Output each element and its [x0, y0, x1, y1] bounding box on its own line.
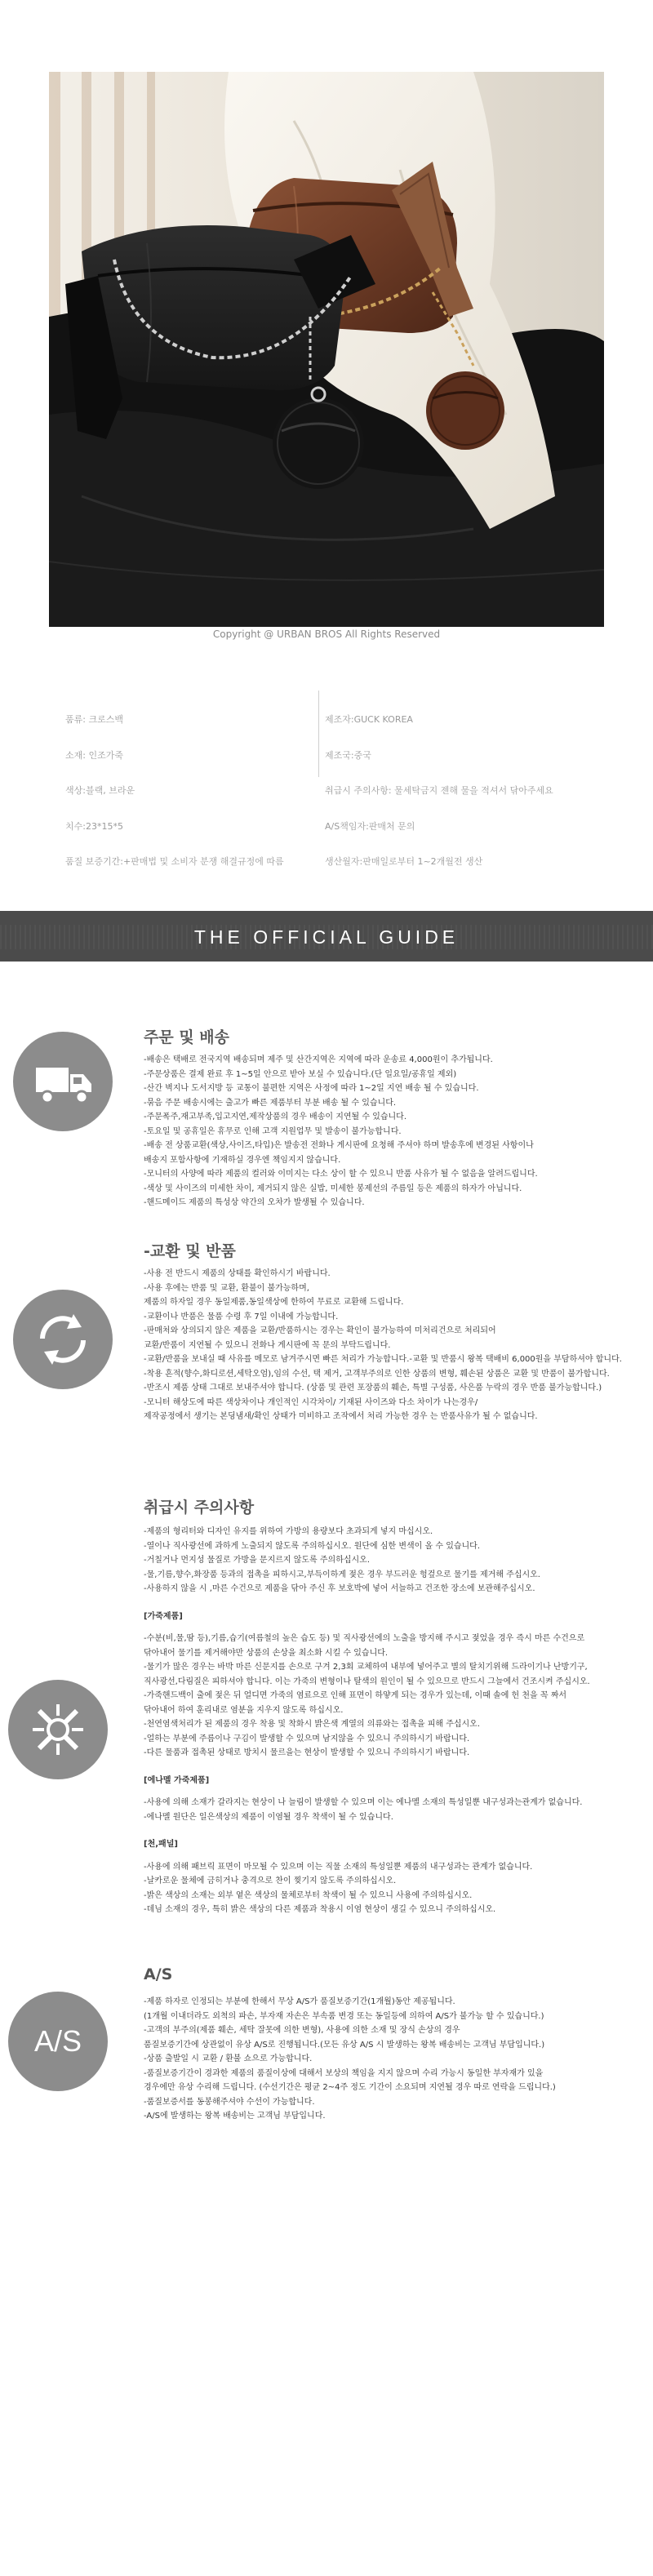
info-item: 품질 보증기간:+판매법 및 소비자 분쟁 해결규정에 따름 [65, 856, 284, 867]
list-item: 교환/반품이 지연될 수 있으니 전화나 게시판에 꼭 문의 부탁드립니다. [144, 1340, 391, 1350]
list-item: -날카로운 물체에 금히거나 충격으로 찬이 찢기지 않도록 주의하십시오. [144, 1876, 397, 1885]
list-item: (1개월 이내더라도 외척의 파손, 부자재 자손은 부속품 변경 또는 동일등에 의하여 A/S가 불가능 할 수 있습니다.) [144, 2011, 544, 2021]
list-item: -교환이나 반품은 물품 수령 후 7일 이내에 가능합니다. [144, 1312, 339, 1321]
truck-icon [13, 1032, 113, 1131]
list-item: 제작공정에서 생기는 본딩냄새/확인 상태가 미비하고 조작에서 처리 가능한 경우 는 반품사유가 될 수 없습니다. [144, 1412, 538, 1421]
list-item: -배송 전 상품교환(색상,사이즈,타입)은 발송전 전화나 게시판에 요청해 주셔야 하며 발송후에 변경된 사항이나 [144, 1141, 534, 1150]
list-item: -사용하지 않을 시 ,마른 수건으로 제품을 닦아 주신 후 보호박에 넣어 서늘하고 건조한 장소에 보관해주십시오. [144, 1584, 535, 1593]
info-item: A/S책임자:판매처 문의 [325, 820, 415, 832]
crossbody-bags-image [49, 72, 604, 627]
list-item: -모니터의 사양에 따라 제품의 컬러와 이미지는 다소 상이 할 수 있으니 반품 사유가 될 수 없음을 알려드립니다. [144, 1170, 538, 1179]
info-item: 취급시 주의사항: 물세탁금지 젠해 물을 적셔서 닦아주세요 [325, 785, 553, 796]
list-item: -반조시 제품 상태 그대로 보내주셔야 합니다. (상품 및 관련 포장품의 훼손, 특별 구성품, 사은품 누락의 경우 반품 불가능합니다.) [144, 1383, 602, 1392]
list-item: -산간 벽지나 도서지방 등 교통이 불편한 지역은 사정에 따라 1~2일 지연 배송 될 수 있습니다. [144, 1084, 479, 1093]
as-text-icon [8, 1992, 108, 2091]
list-item: -고객의 부주의(제품 훼손, 세탁 잘못에 의한 변형), 사용에 의한 소재 및 장식 손상의 경우 [144, 2026, 460, 2035]
product-info-left [65, 691, 284, 880]
exchange-list [144, 1267, 622, 1424]
info-item: 치수:23*15*5 [65, 820, 123, 832]
no-wash-icon [8, 1680, 108, 1779]
exchange-arrows-icon [13, 1290, 113, 1389]
list-item: -수분(비,물,땀 등),기름,습기(여름철의 높은 습도 등) 및 직사광선에의 노출을 방지해 주시고 젖었을 경우 즉시 마른 수건으로 [144, 1634, 585, 1643]
list-item: -얼하는 부분에 주름이나 구김이 발생할 수 있으며 남지않을 수 있으니 주의하시기 바랍니다. [144, 1734, 470, 1743]
list-item: -물기가 많은 경우는 바박 마른 신문지를 손으로 구겨 2,3회 교체하여 내부에 넣어주고 별의 탈치기위해 드라이기나 난방기구, [144, 1663, 588, 1672]
list-item: -제품의 형리터와 디자인 유지를 위하여 가방의 용량보다 초과되게 넣지 마십시오. [144, 1527, 433, 1536]
shipping-list [144, 1053, 538, 1210]
list-item: -제품 하자로 인정되는 부분에 한해서 무상 A/S가 품질보증기간(1개월)동안 제공됩니다. [144, 1997, 455, 2006]
info-item: 제조자:GUCK KOREA [325, 714, 413, 725]
list-item: -품질보증기간이 경과한 제품의 품질이상에 대해서 보상의 책임을 지지 않으며 수리 가능시 동일한 부자재가 있을 [144, 2068, 544, 2078]
as-icon-label: A/S [33, 2024, 82, 2058]
list-item: -착용 흔적(향수,화디로션,세탁오엄),임의 수선, 택 제거, 고객부주의로 인한 상품의 변형, 훼손된 상품은 교환 및 반품이 불가합니다. [144, 1369, 610, 1379]
info-divider [318, 691, 319, 777]
list-item: -사용에 의해 소재가 갈라지는 현상이 나 늘림이 발생할 수 있으며 이는 에나멜 소재의 특성일뿐 내구성과는관계가 없습니다. [144, 1798, 583, 1807]
list-item: 직사광선,다림질은 피하셔야 합니다. 이는 가죽의 변형이나 탈색의 원인이 될 수 있으므로 반드시 그늘에서 건조시켜 주십시오. [144, 1677, 590, 1686]
info-item: 제조국:중국 [325, 749, 371, 761]
list-item: 제품의 하자일 경우 동일제품,동일색상에 한하여 무료로 교환해 드립니다. [144, 1298, 404, 1307]
info-item: 생산월자:판매일로부터 1~2개월전 생산 [325, 856, 483, 867]
list-item: -밝은 색상의 소재는 외부 옅은 색상의 물체로부터 착색이 될 수 있으니 사용에 주의하십시오. [144, 1890, 473, 1900]
care-subheading: [천,패널] [144, 1840, 178, 1849]
info-item: 소재: 인조가죽 [65, 749, 123, 761]
list-item: -천연염색처리가 된 제품의 경우 착용 및 착화시 밝은색 계열의 의류와는 접촉을 피해 주십시오. [144, 1720, 481, 1729]
as-title: A/S [144, 1965, 173, 1983]
banner-title: THE OFFICIAL GUIDE [193, 926, 460, 948]
list-item: 닦아내어 물기를 제거해야만 상품의 손상을 최소화 시킬 수 있습니다. [144, 1648, 389, 1658]
info-item: 품류: 크로스백 [65, 714, 123, 725]
list-item: -에나멜 원단은 일은색상의 제품이 이염될 경우 착색이 될 수 있습니다. [144, 1812, 393, 1822]
list-item: 닦아내어 하여 훈리내로 염분을 지우지 않도록 하십시오. [144, 1705, 344, 1715]
list-item: -배송은 택배로 전국지역 배송되며 제주 및 산간지역은 지역에 따라 운송료 4,000원이 추가됩니다. [144, 1055, 493, 1064]
care-title: 취급시 주의사항 [144, 1499, 255, 1517]
list-item: -A/S에 발생하는 왕복 배송비는 고객님 부담입니다. [144, 2112, 326, 2121]
list-item: -열이나 직사광선에 과하게 노출되지 않도록 주의하십시오. 원단에 심한 변색이 올 수 있습니다. [144, 1541, 481, 1551]
list-item: -물,기름,향수,화장품 등과의 접촉을 피하시고,부득이하게 젖은 경우 부드러운 헝겊으로 물기를 제거해 주십시오. [144, 1570, 540, 1579]
list-item: -가죽핸드백이 출에 젖은 뒤 얼디면 가죽의 염료으로 인해 표면이 하얗게 되는 경우가 있는데, 이때 솔에 헌 천을 꼭 짜서 [144, 1691, 567, 1700]
list-item: -모니터 해상도에 따른 색상차이나 개인적인 시각차이/ 기재된 사이즈와 다소 차이가 나는경우/ [144, 1397, 478, 1407]
list-item: -주문상품은 결제 완료 후 1~5일 안으로 받아 보실 수 있습니다.(단 일요일/공휴일 제외) [144, 1069, 457, 1079]
list-item: -상품 출발일 시 교환 / 환불 쇼으로 가능합니다. [144, 2054, 313, 2063]
list-item: -교환/반품을 보내실 때 사유를 메모로 남겨주시면 빠른 처리가 가능합니다.-교환 및 반품시 왕복 택배비 6,000원을 부담하셔야 합니다. [144, 1355, 622, 1364]
list-item: -다른 물품과 접촉된 상태로 방치시 물르을는 현상이 발생할 수 있으니 주의하시기 바랍니다. [144, 1748, 470, 1757]
list-item: -핸드메이드 제품의 특성상 약간의 오차가 발생될 수 있습니다. [144, 1198, 365, 1207]
list-item: -품질보증서를 동봉해주셔야 수선이 가능합니다. [144, 2097, 315, 2107]
list-item: -데님 소재의 경우, 특히 밝은 색상의 다른 제품과 착용시 이염 현상이 생길 수 있으니 주의하십시오. [144, 1905, 496, 1914]
list-item: -토요일 및 공휴일은 휴무로 인해 고객 지원업무 및 발송이 불가능합니다. [144, 1126, 402, 1136]
product-info-right [325, 691, 553, 880]
care-list [144, 1525, 590, 1917]
list-item: -색상 및 사이즈의 미세한 차이, 제거되지 않은 실밥, 미세한 봉제선의 주름일 등은 제품의 하자가 아닙니다. [144, 1184, 522, 1193]
shipping-title: 주문 및 배송 [144, 1028, 229, 1046]
list-item: -판매처와 상의되지 않은 제품을 교환/반품하시는 경우는 확인이 불가능하여 미처리건으로 처리되어 [144, 1326, 496, 1335]
list-item: -거칠거나 먼지성 물질로 가방을 문지르지 않도록 주의하십시오. [144, 1556, 371, 1565]
list-item: 배송지 포함사항에 기재하실 경우엔 책임지지 않습니다. [144, 1155, 341, 1165]
as-list [144, 1995, 556, 2124]
list-item: -주문폭주,재고부족,입고지연,제작상품의 경우 배송이 지연될 수 있습니다. [144, 1113, 407, 1121]
exchange-title: -교환 및 반품 [144, 1242, 236, 1260]
info-item: 색상:블랙, 브라운 [65, 785, 135, 796]
list-item: 품질보증기간에 상관없이 유상 A/S로 진행됩니다.(모든 유상 A/S 시 발생하는 왕복 배송비는 고객님 부담입니다.) [144, 2040, 545, 2050]
care-subheading: [가죽제품] [144, 1611, 183, 1621]
care-subheading: [에나멜 가죽제품] [144, 1775, 210, 1785]
copyright-text: Copyright @ URBAN BROS All Rights Reserved [212, 628, 441, 640]
list-item: -사용 전 반드시 제품의 상태를 확인하시기 바랍니다. [144, 1269, 331, 1278]
list-item: -사용에 의해 패브릭 표면이 마모될 수 있으며 이는 직물 소재의 특성일뿐 제품의 내구성과는 관계가 없습니다. [144, 1862, 533, 1872]
list-item: -사용 후에는 반품 및 교환, 환불이 불가능하며, [144, 1283, 309, 1293]
product-photo [49, 72, 604, 627]
list-item: 경우에만 유상 수리해 드립니다. (수선기간은 평균 2~4주 정도 기간이 소요되며 지연될 경우 따로 연락을 드립니다.) [144, 2083, 556, 2092]
list-item: -묶음 주문 배송시에는 출고가 빠른 제품부터 부분 배송 될 수 있습니다. [144, 1098, 397, 1108]
